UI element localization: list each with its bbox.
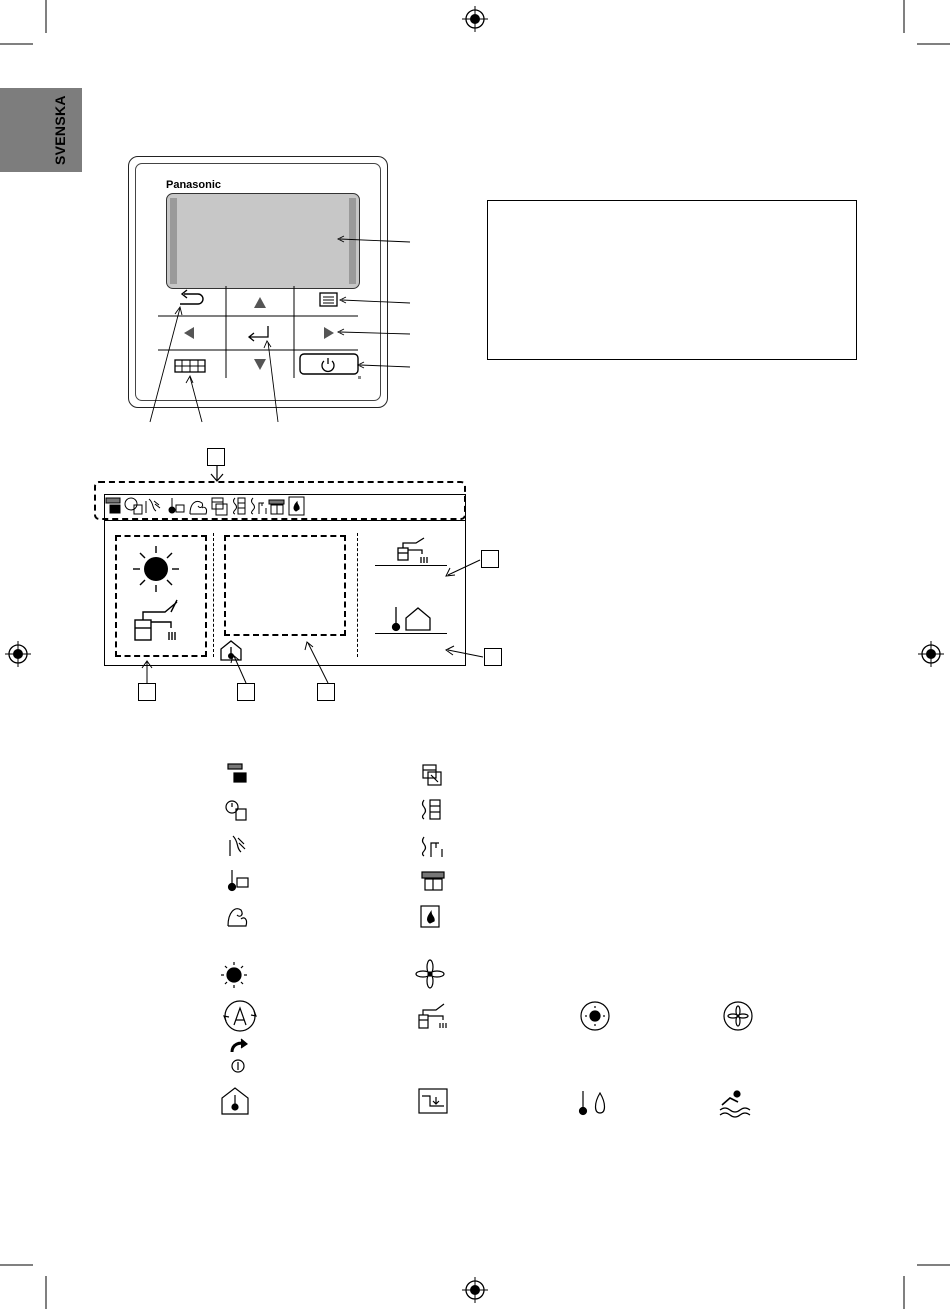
status-strip-icons (104, 495, 319, 517)
backup-heater-icon (423, 800, 441, 819)
ok-button[interactable] (249, 326, 268, 341)
boiler-icon (421, 906, 439, 927)
cool-mode-icon (416, 960, 444, 988)
registration-mark-top (462, 6, 488, 32)
weekly-timer-icon (125, 498, 142, 514)
buffer-tank-icon (419, 1089, 447, 1113)
quiet-icon (146, 499, 160, 513)
callout-label (207, 448, 225, 466)
pool-icon (720, 1091, 750, 1117)
room-thermostat-icon (229, 870, 249, 891)
tank-mode-icon (419, 1004, 446, 1028)
holiday-icon (228, 764, 246, 782)
down-arrow-button[interactable] (254, 359, 266, 370)
callout-arrow (205, 466, 229, 482)
tank-heater-icon (423, 837, 443, 857)
display-callout-arrows (130, 555, 490, 685)
auto-mode-icon (224, 1001, 256, 1031)
remote-buttons (128, 156, 428, 436)
force-icon (232, 1039, 247, 1072)
icon-legend-grid (210, 758, 770, 1128)
auto-heat-icon (581, 1002, 609, 1030)
powerful-icon (228, 909, 247, 926)
callout-label (237, 683, 255, 701)
registration-mark-left (5, 641, 31, 667)
callout-label (317, 683, 335, 701)
heat-mode-icon (221, 962, 247, 988)
registration-mark-bottom (462, 1277, 488, 1303)
brand-logo: Panasonic (166, 179, 222, 191)
power-button[interactable] (300, 354, 361, 379)
quick-menu-button[interactable] (175, 360, 205, 372)
solar-icon (269, 500, 284, 514)
menu-button[interactable] (320, 293, 337, 306)
external-control-icon (423, 765, 441, 785)
tank-heater-icon (252, 498, 267, 514)
quiet-icon (230, 836, 245, 856)
room-thermostat-house-icon (222, 1088, 248, 1114)
language-tab (0, 88, 82, 172)
powerful-icon (190, 501, 207, 514)
registration-mark-right (918, 641, 944, 667)
back-button[interactable] (180, 290, 203, 304)
up-arrow-button[interactable] (254, 297, 266, 308)
auto-cool-icon (724, 1002, 752, 1030)
callout-label (138, 683, 156, 701)
right-arrow-button[interactable] (324, 327, 334, 339)
left-arrow-button[interactable] (184, 327, 194, 339)
temp-humidity-icon (580, 1091, 605, 1115)
holiday-icon (106, 498, 120, 513)
callout-lines (150, 236, 410, 422)
solar-icon (422, 872, 444, 890)
external-control-icon (212, 498, 227, 515)
status-bar-divider (105, 520, 465, 521)
room-thermostat-icon (169, 498, 184, 513)
backup-heater-icon (234, 498, 246, 514)
weekly-timer-icon (226, 801, 246, 820)
legend-box (487, 200, 857, 360)
language-tab-label: SVENSKA (52, 95, 68, 165)
boiler-icon (289, 497, 304, 515)
